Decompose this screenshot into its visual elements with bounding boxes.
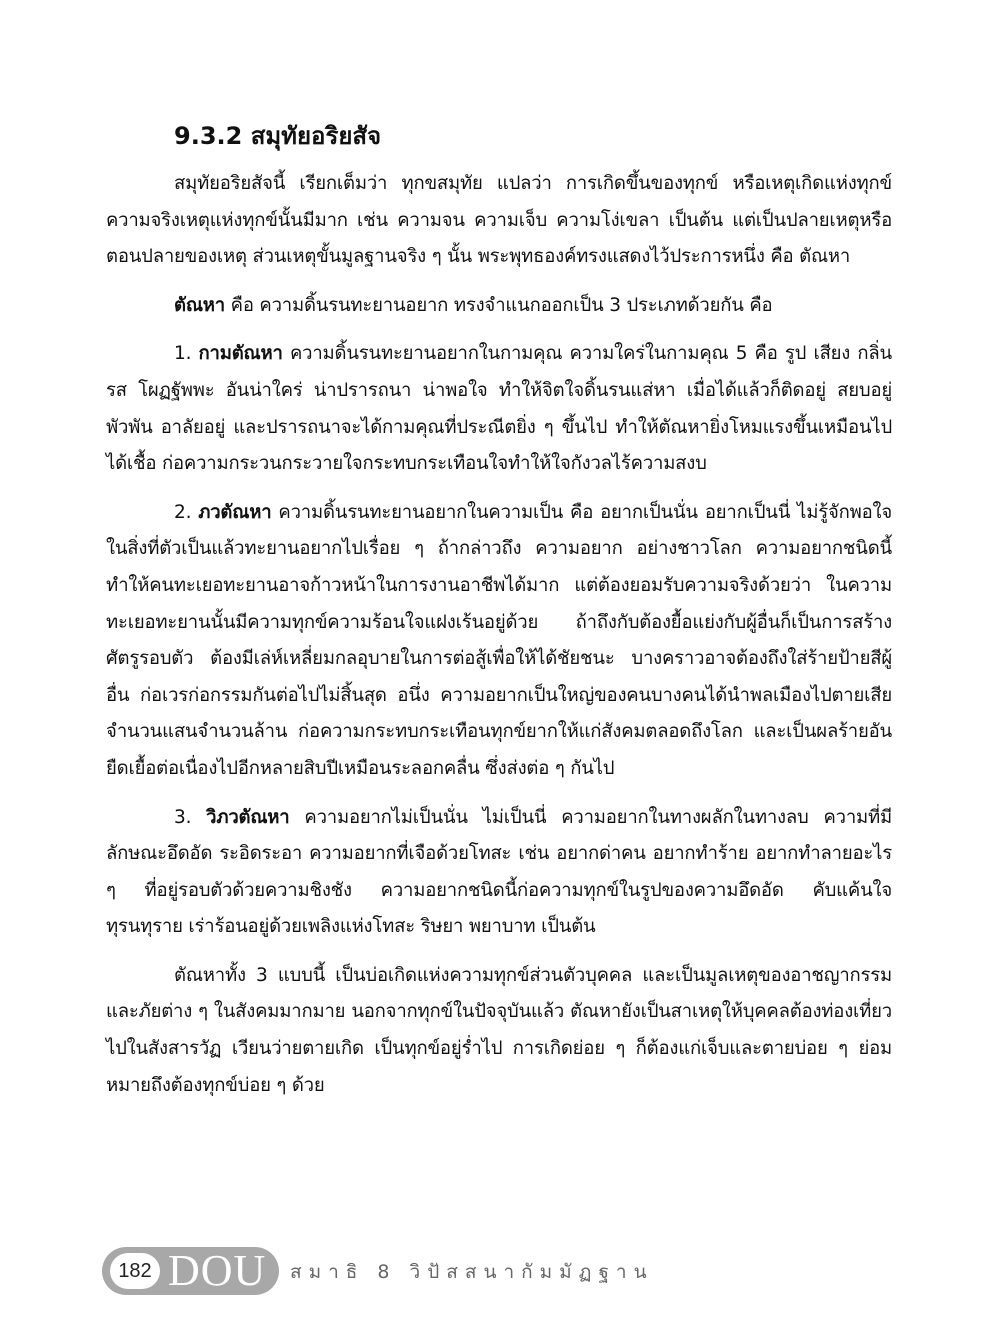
vibhava-tanha-text: ความอยากไม่เป็นนั่น ไม่เป็นนี่ ความอยากในทางผลักในทางลบ ความที่มีลักษณะอึดอัด ระอิดระอา ความอยากที่เจือด้วยโทสะ เช่น อยากด่าคน อยากทำร้าย อยากทำลายอะไร ๆ ที่อยู่รอบตัวด้วยความชิงชัง ความอยากชนิดนี้ก่อความทุกข์ในรูปของความอึดอัด คับแค้นใจ ทุรนทุราย เร่าร้อนอยู่ด้วยเพลิงแห่งโทสะ ริษยา พยาบาท เป็นต้น	[106, 806, 892, 938]
tanha-definition-paragraph	[106, 288, 892, 325]
vibhava-tanha-term: วิภวตัณหา	[206, 806, 290, 828]
footer-badge	[102, 1247, 279, 1295]
page-content	[106, 118, 892, 1116]
tanha-definition: คือ ความดิ้นรนทะยานอยาก ทรงจำแนกออกเป็น 3 ประเภทด้วยกัน คือ	[224, 294, 773, 316]
kama-tanha-text: ความดิ้นรนทะยานอยากในกามคุณ ความใคร่ในกามคุณ 5 คือ รูป เสียง กลิ่น รส โผฏฐัพพะ อันน่าใคร่ น่าปรารถนา น่าพอใจ ทำให้จิตใจดิ้นรนแส่หา เมื่อได้แล้วก็ติดอยู่ สยบอยู่ พัวพัน อาลัยอยู่ และปรารถนาจะได้กามคุณที่ประณีตยิ่ง ๆ ขึ้นไป ทำให้ตัณหายิ่งโหมแรงขึ้นเหมือนไปได้เชื้อ ก่อความกระวนกระวายใจกระทบกระเทือนใจทำให้ใจกังวลไร้ความสงบ	[106, 343, 892, 475]
item-3-number: 3.	[174, 806, 207, 828]
bhava-tanha-term: ภวตัณหา	[198, 501, 272, 523]
section-heading: 9.3.2 สมุทัยอริยสัจ	[174, 122, 382, 150]
tanha-term: ตัณหา	[174, 294, 225, 316]
bhava-tanha-paragraph	[106, 495, 892, 788]
item-2-number: 2.	[174, 501, 199, 523]
page-number: 182	[110, 1253, 160, 1289]
vibhava-tanha-paragraph	[106, 800, 892, 946]
bhava-tanha-text: ความดิ้นรนทะยานอยากในความเป็น คือ อยากเป็นนั่น อยากเป็นนี่ ไม่รู้จักพอใจในสิ่งที่ตัวเป็นแล้วทะยานอยากไปเรื่อย ๆ ถ้ากล่าวถึง ความอยาก อย่างชาวโลก ความอยากชนิดนี้ ทำให้คนทะเยอทะยานอาจก้าวหน้าในการงานอาชีพได้มาก แต่ต้องยอมรับความจริงด้วยว่า ในความทะเยอทะยานนั้นมีความทุกข์ความร้อนใจแฝงเร้นอยู่ด้วย ถ้าถึงกับต้องยื้อแย่งกับผู้อื่นก็เป็นการสร้างศัตรูรอบตัว ต้องมีเล่ห์เหลี่ยมกลอุบายในการต่อสู้เพื่อให้ได้ชัยชนะ บางคราวอาจต้องถึงใส่ร้ายป้ายสีผู้อื่น ก่อเวรก่อกรรมกันต่อไปไม่สิ้นสุด อนึ่ง ความอยากเป็นใหญ่ของคนบางคนได้นำพลเมืองไปตายเสียจำนวนแสนจำนวนล้าน ก่อความกระทบกระเทือนทุกข์ยากให้แก่สังคมตลอดถึงโลก และเป็นผลร้ายอันยืดเยื้อต่อเนื่องไปอีกหลายสิบปีเหมือนระลอกคลื่น ซึ่งส่งต่อ ๆ กันไป	[106, 501, 892, 779]
conclusion-paragraph: ตัณหาทั้ง 3 แบบนี้ เป็นบ่อเกิดแห่งความทุกข์ส่วนตัวบุคคล และเป็นมูลเหตุของอาชญากรรมและภัยต่าง ๆ ในสังคมมากมาย นอกจากทุกข์ในปัจจุบันแล้ว ตัณหายังเป็นสาเหตุให้บุคคลต้องท่องเที่ยวไปในสังสารวัฏ เวียนว่ายตายเกิด เป็นทุกข์อยู่ร่ำไป การเกิดย่อย ๆ ก็ต้องแก่เจ็บและตายบ่อย ๆ ย่อมหมายถึงต้องทุกข์บ่อย ๆ ด้วย	[106, 964, 892, 1096]
dou-logo: DOU	[168, 1246, 267, 1295]
kama-tanha-paragraph	[106, 336, 892, 482]
item-1-number: 1.	[174, 343, 199, 365]
kama-tanha-term: กามตัณหา	[198, 343, 283, 365]
intro-paragraph: สมุทัยอริยสัจนี้ เรียกเต็มว่า ทุกขสมุทัย แปลว่า การเกิดขึ้นของทุกข์ หรือเหตุเกิดแห่งทุกข์ ความจริงเหตุแห่งทุกข์นั้นมีมาก เช่น ความจน ความเจ็บ ความโง่เขลา เป็นต้น แต่เป็นปลายเหตุหรือตอนปลายของเหตุ ส่วนเหตุขั้นมูลฐานจริง ๆ นั้น พระพุทธองค์ทรงแสดงไว้ประการหนึ่ง คือ ตัณหา	[106, 173, 892, 268]
book-title: สมาธิ 8 วิปัสสนากัมมัฏฐาน	[290, 1261, 654, 1283]
page-footer	[102, 1247, 902, 1299]
